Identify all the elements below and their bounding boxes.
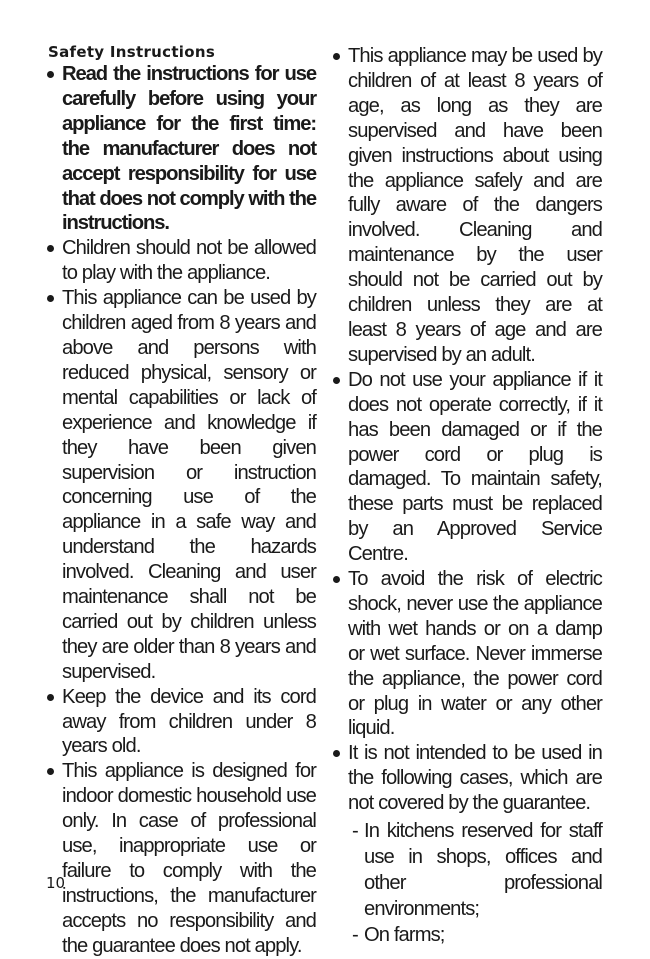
bullet-dot <box>333 53 340 60</box>
right-bullet-list <box>332 44 602 948</box>
bullet-item-electric-shock <box>332 567 602 741</box>
bullet-text: Read the instructions for use carefully before using your appliance for the first time: the manufacturer does not accept responsibility for use that does not comply with the instructions. <box>62 63 316 235</box>
bullet-text: This appliance is designed for indoor domestic household use only. In case of professional use, inappropriate use or failure to comply with the instructions, the manufacturer accepts no responsibility and the guarantee does not apply. <box>62 760 316 957</box>
bullet-text: This appliance may be used by children of at least 8 years of age, as long as they are supervised and have been given instructions about using the appliance safely and are fully aware of the dangers involved. Cleaning and maintenance by the user should not be carried out by children unless they are at least 8 years of age and are supervised by an adult. <box>348 45 602 366</box>
bullet-text: Do not use your appliance if it does not operate correctly, if it has been damaged or if the power cord or plug is damaged. To maintain safety, these parts must be replaced by an Approved Service Centre. <box>348 368 602 566</box>
bullet-dot <box>47 71 54 78</box>
bullet-dot <box>47 768 54 775</box>
page-number: 10 <box>46 874 66 892</box>
sub-item-staff-kitchens <box>348 818 602 922</box>
bullet-item-keep-away <box>46 685 316 760</box>
left-column <box>46 62 316 959</box>
right-column <box>332 44 602 948</box>
bullet-dot <box>333 750 340 757</box>
bullet-text: Children should not be allowed to play with the appliance. <box>62 237 316 285</box>
bullet-item-children-aged-8 <box>46 286 316 685</box>
bullet-text: This appliance can be used by children aged from 8 years and above and persons with reduced physical, sensory or mental capabilities or lack of experience and knowledge if they have been given supervision or instruction concerning use of the appliance in a safe way and understand the hazards involved. Cleaning and user maintenance shall not be carried out by children unless they are older than 8 years and supervised. <box>62 287 316 683</box>
sub-item-text: In kitchens reserved for staff use in shops, offices and other professional environments; <box>364 820 602 921</box>
bullet-item-domestic-use <box>46 759 316 958</box>
bullet-dot <box>333 377 340 384</box>
bullet-item-not-intended <box>332 741 602 948</box>
bullet-item-supervised-children <box>332 44 602 368</box>
bullet-dot <box>47 295 54 302</box>
bullet-text: To avoid the risk of electric shock, never use the appliance with wet hands or on a damp or wet surface. Never immerse the appliance, the power cord or plug in water or any other liquid. <box>348 568 602 740</box>
bullet-dot <box>47 245 54 252</box>
sub-item-farms <box>348 922 602 948</box>
bullet-dot <box>333 576 340 583</box>
bullet-item-read-instructions <box>46 62 316 236</box>
section-heading: Safety Instructions <box>48 43 216 61</box>
exclusion-sub-list <box>348 818 602 948</box>
sub-item-text: On farms; <box>364 924 445 947</box>
left-bullet-list <box>46 62 316 959</box>
dash-marker: - <box>352 820 358 843</box>
dash-marker: - <box>352 924 358 947</box>
bullet-text: It is not intended to be used in the following cases, which are not covered by the guarantee. <box>348 742 602 815</box>
bullet-item-damaged-appliance <box>332 368 602 567</box>
bullet-dot <box>47 694 54 701</box>
bullet-item-children-play <box>46 236 316 286</box>
bullet-text: Keep the device and its cord away from children under 8 years old. <box>62 685 316 758</box>
